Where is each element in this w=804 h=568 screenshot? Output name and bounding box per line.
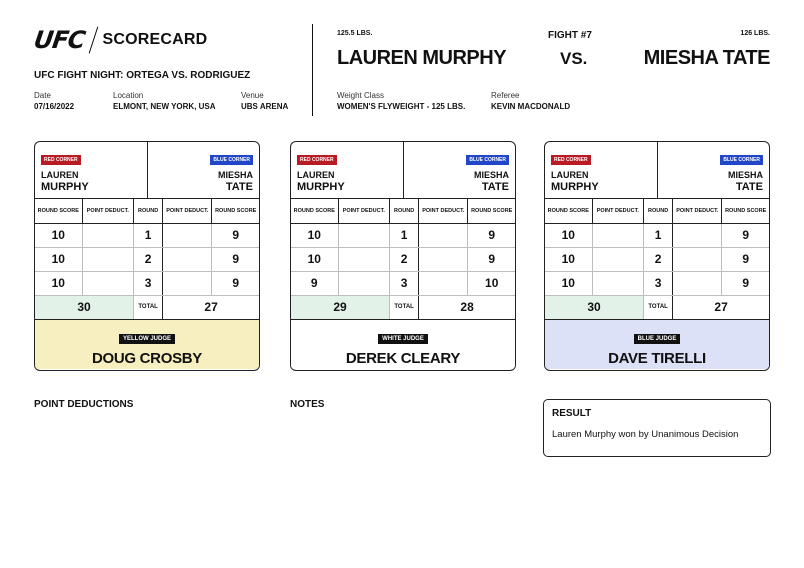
red-round-score-header: ROUND SCORE xyxy=(291,199,338,223)
blue-point-deduct xyxy=(419,247,468,271)
round-number: 3 xyxy=(644,271,673,295)
blue-point-deduct xyxy=(673,223,722,247)
blue-point-deduct xyxy=(673,247,722,271)
red-round-score: 10 xyxy=(291,247,338,271)
total-label: TOTAL xyxy=(644,295,673,319)
total-label: TOTAL xyxy=(134,295,163,319)
result-text: Lauren Murphy won by Unanimous Decision xyxy=(552,429,739,440)
location-label: Location xyxy=(113,91,144,100)
round-number: 1 xyxy=(644,223,673,247)
red-round-score: 10 xyxy=(545,271,592,295)
round-number: 2 xyxy=(390,247,419,271)
table-row xyxy=(35,271,259,295)
red-round-score: 10 xyxy=(35,247,82,271)
blue-round-score: 9 xyxy=(722,247,769,271)
blue-round-score: 10 xyxy=(468,271,515,295)
red-point-deduct xyxy=(338,223,390,247)
ufc-wordmark: UFC xyxy=(32,26,87,54)
score-table xyxy=(545,199,769,320)
blue-point-deduct xyxy=(163,223,212,247)
judge-badge: WHITE JUDGE xyxy=(378,334,428,344)
referee-value: KEVIN MACDONALD xyxy=(491,102,571,111)
red-point-deduct-header: POINT DEDUCT. xyxy=(338,199,390,223)
blue-round-score: 9 xyxy=(468,223,515,247)
table-row xyxy=(35,223,259,247)
red-round-score: 10 xyxy=(35,223,82,247)
notes-title: NOTES xyxy=(290,399,325,410)
total-row xyxy=(35,295,259,319)
venue-label: Venue xyxy=(241,91,264,100)
table-row xyxy=(545,223,769,247)
total-row xyxy=(545,295,769,319)
logo-divider xyxy=(88,27,98,54)
blue-point-deduct xyxy=(673,271,722,295)
date-block xyxy=(34,91,74,111)
judge-scorecard xyxy=(290,141,516,371)
judge-name: DAVE TIRELLI xyxy=(608,349,706,367)
blue-round-score-header: ROUND SCORE xyxy=(722,199,769,223)
blue-total-score: 28 xyxy=(419,295,515,319)
venue-value: UBS ARENA xyxy=(241,102,289,111)
judge-panel xyxy=(291,320,515,369)
blue-point-deduct xyxy=(163,247,212,271)
blue-corner-last-name: TATE xyxy=(481,181,509,193)
red-point-deduct xyxy=(592,247,644,271)
blue-corner-badge: BLUE CORNER xyxy=(466,155,509,165)
blue-corner-first-name: MIESHA xyxy=(727,170,763,180)
red-total-score: 30 xyxy=(545,295,644,319)
red-round-score: 10 xyxy=(545,223,592,247)
blue-corner-first-name: MIESHA xyxy=(217,170,253,180)
judge-name: DOUG CROSBY xyxy=(91,349,203,367)
corner-header xyxy=(35,142,259,199)
table-row xyxy=(291,223,515,247)
table-row xyxy=(545,247,769,271)
ufc-logo xyxy=(34,26,207,54)
versus-label: VS. xyxy=(560,49,588,68)
red-point-deduct xyxy=(592,271,644,295)
date-value: 07/16/2022 xyxy=(34,102,75,111)
venue-block xyxy=(241,91,288,111)
blue-round-score: 9 xyxy=(212,271,259,295)
red-corner-badge: RED CORNER xyxy=(41,155,81,165)
blue-corner xyxy=(658,142,770,198)
red-round-score: 10 xyxy=(35,271,82,295)
judge-scorecard xyxy=(544,141,770,371)
weight-class-label: Weight Class xyxy=(337,91,384,100)
red-corner-badge: RED CORNER xyxy=(297,155,337,165)
score-table-header xyxy=(291,199,515,223)
weight-class-value: WOMEN'S FLYWEIGHT - 125 LBS. xyxy=(337,102,466,111)
event-name: UFC FIGHT NIGHT: ORTEGA VS. RODRIGUEZ xyxy=(34,70,251,81)
fight-number: FIGHT #7 xyxy=(548,30,592,41)
red-corner-last-name: MURPHY xyxy=(41,181,89,193)
red-total-score: 29 xyxy=(291,295,390,319)
round-number: 2 xyxy=(644,247,673,271)
blue-point-deduct xyxy=(163,271,212,295)
total-label: TOTAL xyxy=(390,295,419,319)
round-number: 3 xyxy=(390,271,419,295)
red-corner-last-name: MURPHY xyxy=(297,181,345,193)
location-block xyxy=(113,91,216,111)
blue-corner-last-name: TATE xyxy=(225,181,253,193)
corner-header xyxy=(291,142,515,199)
blue-fighter-name: MIESHA TATE xyxy=(643,47,770,69)
judge-panel xyxy=(545,320,769,369)
judge-badge: YELLOW JUDGE xyxy=(119,334,175,344)
red-corner-first-name: LAUREN xyxy=(551,170,589,180)
blue-round-score-header: ROUND SCORE xyxy=(212,199,259,223)
red-corner xyxy=(545,142,658,198)
blue-point-deduct-header: POINT DEDUCT. xyxy=(163,199,212,223)
table-row xyxy=(291,247,515,271)
red-corner-badge: RED CORNER xyxy=(551,155,591,165)
round-number: 2 xyxy=(134,247,163,271)
table-row xyxy=(35,247,259,271)
red-point-deduct xyxy=(338,271,390,295)
table-row xyxy=(291,271,515,295)
score-table xyxy=(291,199,515,320)
red-round-score: 10 xyxy=(545,247,592,271)
red-round-score: 10 xyxy=(291,223,338,247)
round-number: 1 xyxy=(390,223,419,247)
blue-round-score: 9 xyxy=(212,223,259,247)
score-table-header xyxy=(35,199,259,223)
red-round-score-header: ROUND SCORE xyxy=(545,199,592,223)
blue-corner-badge: BLUE CORNER xyxy=(210,155,253,165)
referee-block xyxy=(491,91,570,111)
blue-total-score: 27 xyxy=(673,295,769,319)
weight-class-block xyxy=(337,91,465,111)
result-box xyxy=(543,399,771,457)
red-round-score-header: ROUND SCORE xyxy=(35,199,82,223)
result-title: RESULT xyxy=(552,408,592,419)
round-header: ROUND xyxy=(390,199,419,223)
round-number: 3 xyxy=(134,271,163,295)
red-point-deduct xyxy=(592,223,644,247)
blue-round-score: 9 xyxy=(212,247,259,271)
red-round-score: 9 xyxy=(291,271,338,295)
red-corner xyxy=(35,142,148,198)
red-point-deduct-header: POINT DEDUCT. xyxy=(592,199,644,223)
red-total-score: 30 xyxy=(35,295,134,319)
judge-name: DEREK CLEARY xyxy=(345,349,461,367)
blue-point-deduct xyxy=(419,271,468,295)
round-header: ROUND xyxy=(134,199,163,223)
blue-point-deduct-header: POINT DEDUCT. xyxy=(419,199,468,223)
red-point-deduct-header: POINT DEDUCT. xyxy=(82,199,134,223)
referee-label: Referee xyxy=(491,91,520,100)
blue-round-score: 9 xyxy=(722,271,769,295)
total-row xyxy=(291,295,515,319)
red-point-deduct xyxy=(338,247,390,271)
location-value: ELMONT, NEW YORK, USA xyxy=(113,102,216,111)
blue-corner-first-name: MIESHA xyxy=(473,170,509,180)
blue-round-score: 9 xyxy=(722,223,769,247)
judge-badge: BLUE JUDGE xyxy=(634,334,681,344)
blue-fighter-weight: 126 LBS. xyxy=(740,30,770,37)
blue-corner xyxy=(148,142,260,198)
score-table xyxy=(35,199,259,320)
blue-point-deduct xyxy=(419,223,468,247)
red-corner-last-name: MURPHY xyxy=(551,181,599,193)
judge-panel xyxy=(35,320,259,369)
red-point-deduct xyxy=(82,247,134,271)
blue-round-score-header: ROUND SCORE xyxy=(468,199,515,223)
date-label: Date xyxy=(34,91,51,100)
judge-scorecard xyxy=(34,141,260,371)
red-corner-first-name: LAUREN xyxy=(297,170,335,180)
header-divider xyxy=(312,24,313,116)
red-fighter-weight: 125.5 LBS. xyxy=(337,30,373,37)
blue-corner-last-name: TATE xyxy=(735,181,763,193)
blue-total-score: 27 xyxy=(163,295,259,319)
red-point-deduct xyxy=(82,223,134,247)
score-table-header xyxy=(545,199,769,223)
round-header: ROUND xyxy=(644,199,673,223)
round-number: 1 xyxy=(134,223,163,247)
red-point-deduct xyxy=(82,271,134,295)
point-deductions-title: POINT DEDUCTIONS xyxy=(34,399,134,410)
red-corner xyxy=(291,142,404,198)
blue-corner xyxy=(404,142,516,198)
blue-round-score: 9 xyxy=(468,247,515,271)
corner-header xyxy=(545,142,769,199)
page-title: SCORECARD xyxy=(102,31,208,48)
blue-corner-badge: BLUE CORNER xyxy=(720,155,763,165)
blue-point-deduct-header: POINT DEDUCT. xyxy=(673,199,722,223)
table-row xyxy=(545,271,769,295)
red-corner-first-name: LAUREN xyxy=(41,170,79,180)
red-fighter-name: LAUREN MURPHY xyxy=(337,47,507,69)
